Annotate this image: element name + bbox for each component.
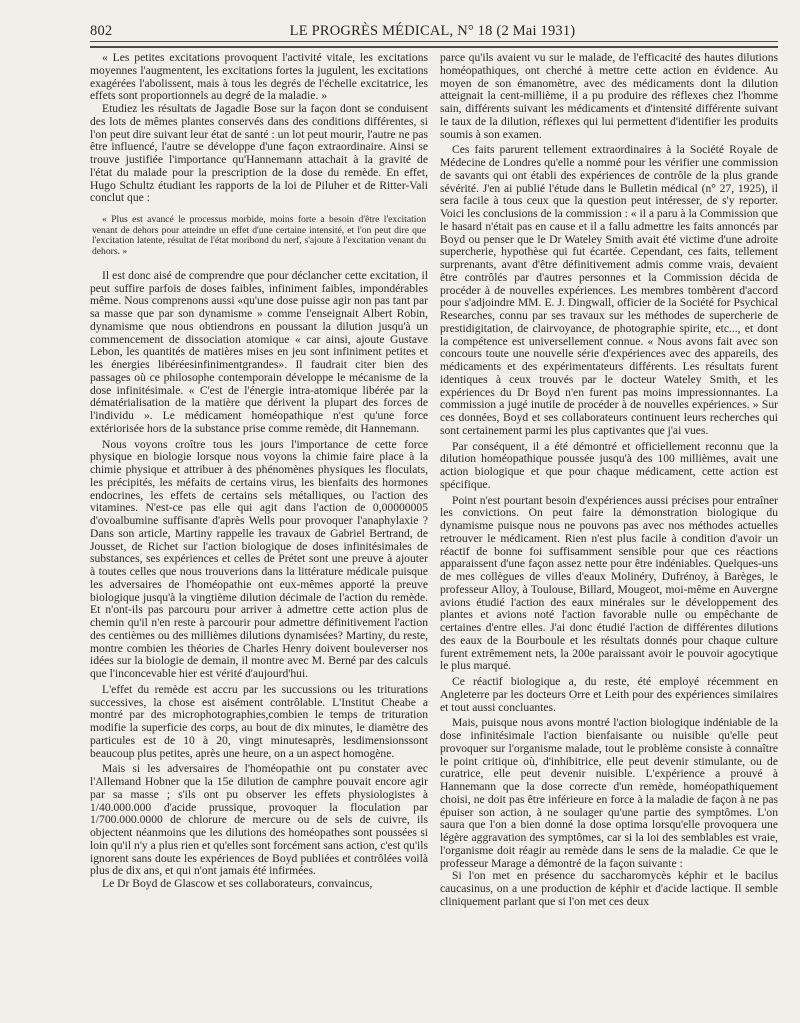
paragraph: Point n'est pourtant besoin d'expériences aussi précises pour entraîner les convictions. On peut faire la démonstration biologique du dynamisme puisque nous ne pouvons pas avec nos méthodes actuelles retrouver le médicament. Rien n'est plus facile à condition d'avoir un réactif de bonne foi suffisamment sensible pour que ces réactions apparaissent d'une façon assez nette pour être indéniables. Quelques-uns de mes collègues de villes d'eaux Molinéry, Dufrénoy, à Barèges, le professeur Alloy, à Toulouse, Billard, Mougeot, moi-même en Auvergne avions étudié l'action des eaux minérales sur le développement des plantes et avions noté l'action favorable nulle ou empêchante de certaines d'entre elles. J'ai donc étudié l'action de différentes dilutions des eaux de la Bourboule et les résultats donnés pour chaque culture furent extrêmement nets, la 200e paraissant avoir le pouvoir agocytique le plus marqué.: [440, 493, 778, 673]
left-column: [90, 52, 428, 1012]
paragraph: « Les petites excitations provoquent l'activité vitale, les excitations moyennes l'augmentent, les excitations fortes la jugulent, les excitations exagérées l'abolissent, mais à tous les degrés de l'échelle excitatrice, les effets sont proportionnels au degré de la maladie. »: [90, 52, 428, 103]
paragraph: parce qu'ils avaient vu sur le malade, de l'efficacité des hautes dilutions homéopathiques, ont cherché à mettre cette action en évidence. Au moyen de son émanomètre, avec des médicaments dont la dilution atteignait la cent-millième, il a pu produire des réflexes chez l'homme sain, différents suivant les médicaments et d'intensité différente suivant le taux de la dilution, réflexes qui lui permettent d'identifier les produits soumis à son examen.: [440, 52, 778, 141]
right-column: [440, 52, 778, 1012]
paragraph: Ces faits parurent tellement extraordinaires à la Société Royale de Médecine de Londres qu'elle a nommé pour les vérifier une commission de savants qui ont établi des expériences de contrôle de la plus grande sévérité. J'en ai publié l'étude dans le Bulletin médical (n° 27, 1925), il sera facile à tous ceux que la question peut intéresser, de s'y reporter. Voici les conclusions de la commission : « il a paru à la Commission que le hasard n'était pas en cause et il a fallu admettre les faits annoncés par Boyd ou penser que le Dr Wateley Smith avait été victime d'une adroite supercherie, hypothèse qui fut écartée. Cependant, ces faits, tellement surprenants, avant d'être définitivement admis comme vrais, devaient être contrôlés par d'autres personnes et la Commission décida de procéder à de nouvelles expériences. Les membres tombèrent d'accord pour s'adjoindre MM. E. J. Dingwall, officier de la Société for Psychical Researches, connu par ses travaux sur les méthodes de supercherie de prestidigitation, de clairvoyance, de photographie spirite, etc..., et dont la compétence est universellement connue. « Nous avons fait avec son concours toute une nouvelle série d'expériences avec des appareils, des médicaments et des expérimentateurs différents. Les résultats furent identiques à ceux trouvés par le docteur Wateley Smith, et les expériences du Dr Boyd n'en furent pas moins impressionnantes. La commission a jugé inutile de procéder à de nouvelles expériences. » Sur ces données, Boyd et ses collaborateurs continuent leurs recherches qui sont certainement parmi les plus captivantes que j'ai vues.: [440, 143, 778, 437]
paragraph: Par conséquent, il a été démontré et officiellement reconnu que la dilution homéopathique poussée jusqu'à des 100 millièmes, avait une action biologique et que pour chaque médicament, cette action est spécifique.: [440, 439, 778, 491]
header-rule-thick: [90, 46, 778, 48]
header-rule-thin: [90, 41, 778, 42]
paragraph: Nous voyons croître tous les jours l'importance de cette force physique en biologie lorsque nous voyons la chimie faire place à la chimie physique et attribuer à des phénomènes physiques les floculats, les précipités, les méfaits de certains virus, les bienfaits des hormones endocrines, les effets de certains sels métalliques, ou l'action des vitamines. N'est-ce pas elle qui agit dans l'action de 0,00000005 d'ovoalbumine suffisante d'après Wells pour provoquer l'anaphylaxie ? Dans son article, Martiny rappelle les travaux de Gabriel Bertrand, de Jousset, de Richet sur l'action biologique de doses infinitésimales de substances, ses expériences et celles de Prétet sont une preuve à ajouter à toutes celles que nous trouverions dans la littérature médicale puisque les adversaires de l'homéopathie ont eux-mêmes apporté la preuve biologique jusqu'à la vingtième dilution décimale de l'action du remède. Et n'ont-ils pas parcouru pour arriver à admettre cette action plus de chemin qu'il n'en reste à parcourir pour admettre définitivement l'action des centièmes ou des millièmes dilutions dynamisées? Martiny, du reste, montre combien les théories de Charles Henry doivent bouleverser nos idées sur la biologie de demain, il montre avec M. Berné par des calculs que l'inconcevable hier est vérité d'aujourd'hui.: [90, 437, 428, 681]
paragraph: Mais, puisque nous avons montré l'action biologique indéniable de la dose infinitésimale l'action bienfaisante ou nuisible qu'elle peut provoquer sur l'organisme malade, tout le problème consiste à connaître le point critique où, d'inhibitrice, elle peut devenir stimulante, ou de curatrice, elle peut devenir nuisible. L'expérience a prouvé à Hannemann que la dose correcte d'un remède, homéopathiquement choisi, ne doit pas être inférieure en force à la maladie de façon à ne pas épuiser son action, à ne soulager qu'une partie des symptômes. L'on saura que l'on a bien donné la dose optima lorsqu'elle provoquera une légère aggravation des symptômes, car si la loi des semblables est vraie, l'organisme doit réagir au remède dans le sens de la maladie. Ce que le professeur Marage a démontré de la façon suivante :: [440, 716, 778, 870]
paragraph: L'effet du remède est accru par les succussions ou les triturations successives, la chose est aisément contrôlable. L'Institut Cheabe a montré par des microphotographies,combien le temps de trituration modifie la superficie des corps, au bout de dix minutes, le diamètre des particules est de 10 à 20, vingt minutesaprès, lesdimensionssont beaucoup plus petites, après une heure, on a un aspect homogène.: [90, 682, 428, 760]
journal-title: LE PROGRÈS MÉDICAL, N° 18 (2 Mai 1931): [289, 23, 576, 39]
paragraph: Mais si les adversaires de l'homéopathie ont pu constater avec l'Allemand Hobner que la 15e dilution de camphre pouvait encore agir par sa masse ; s'ils ont pu observer les effets physiologistes à 1/40.000.000 d'acide prussique, provoquer la floculation par 1/700.000.0000 de chlorure de mercure ou de sels de cuivre, ils objectent néanmoins que les dilutions des homéopathes sont poussées si loin qu'il n'y a plus rien et qu'elles sont forcément sans action, c'est qu'ils ignorent sans doute les expériences de Boyd publiées et contrôlées voilà plus de dix ans, et qui n'ont jamais été infirmées.: [90, 762, 428, 878]
paragraph: Si l'on met en présence du saccharomycès képhir et le bacilus caucasinus, on a une production de képhir et d'acide lactique. Il semble cliniquement parlant que si l'on met ces deux: [440, 869, 778, 908]
paragraph: Ce réactif biologique a, du reste, été employé récemment en Angleterre par les docteurs Orre et Leith pour des expériences similaires et tout aussi concluantes.: [440, 675, 778, 714]
running-header: [90, 17, 775, 41]
paragraph: Le Dr Boyd de Glascow et ses collaborateurs, convaincus,: [102, 877, 373, 891]
paragraph: Il est donc aisé de comprendre que pour déclancher cette excitation, il peut suffire parfois de doses faibles, infiniment faibles, impondérables même. Nous comprenons aussi «qu'une dose puisse agir non pas tant par sa masse que par son dynamisme » comme l'enseignait Albert Robin, dynamisme que nous obtiendrons en poussant la dilution jusqu'à un commencement de dissociation atomique « car ainsi, ajoute Gustave Lebon, les quantités de matières mises en jeu sont infiniment petites et les énergies libéréesinfinimentgrandes». Il faudrait citer bien des passages où ce philosophe contemporain développe le mécanisme de la dose infinitésimale. « C'est de l'énergie intra-atomique libérée par la dématérialisation de la matière que dérivent la plupart des forces de l'individu ». Le médicament homéopathique n'est qu'une force extériorisée hors de la substance prise comme remède, dit Hannemann.: [90, 268, 428, 435]
quotation: [92, 215, 426, 258]
paragraph: Etudiez les résultats de Jagadie Bose sur la façon dont se conduisent des lots de mêmes plantes conservés dans des conditions différentes, si l'on peut dire suivant leur état de santé : un lot peut mourir, l'autre ne pas être influencé, l'autre se développe d'une façon extraordinaire. Ainsi se trouve justifiée l'importance qu'Hannemann attachait à la gravité de l'état du malade pour la prescription de la dose du remède. En effet, Hugo Schultz étudiant les rapports de la loi de Piluher et de Ritter-Vali conclut que :: [90, 102, 428, 205]
quotation-text: « Plus est avancé le processus morbide, moins forte a besoin d'être l'excitation venant de dehors pour atteindre un effet d'une certaine intensité, et l'on peut dire que l'excitation latente, résultat de l'état moribond du nerf, s'ajoute à l'excitation venant du dehors. »: [92, 214, 426, 258]
page-number: 802: [90, 23, 113, 39]
